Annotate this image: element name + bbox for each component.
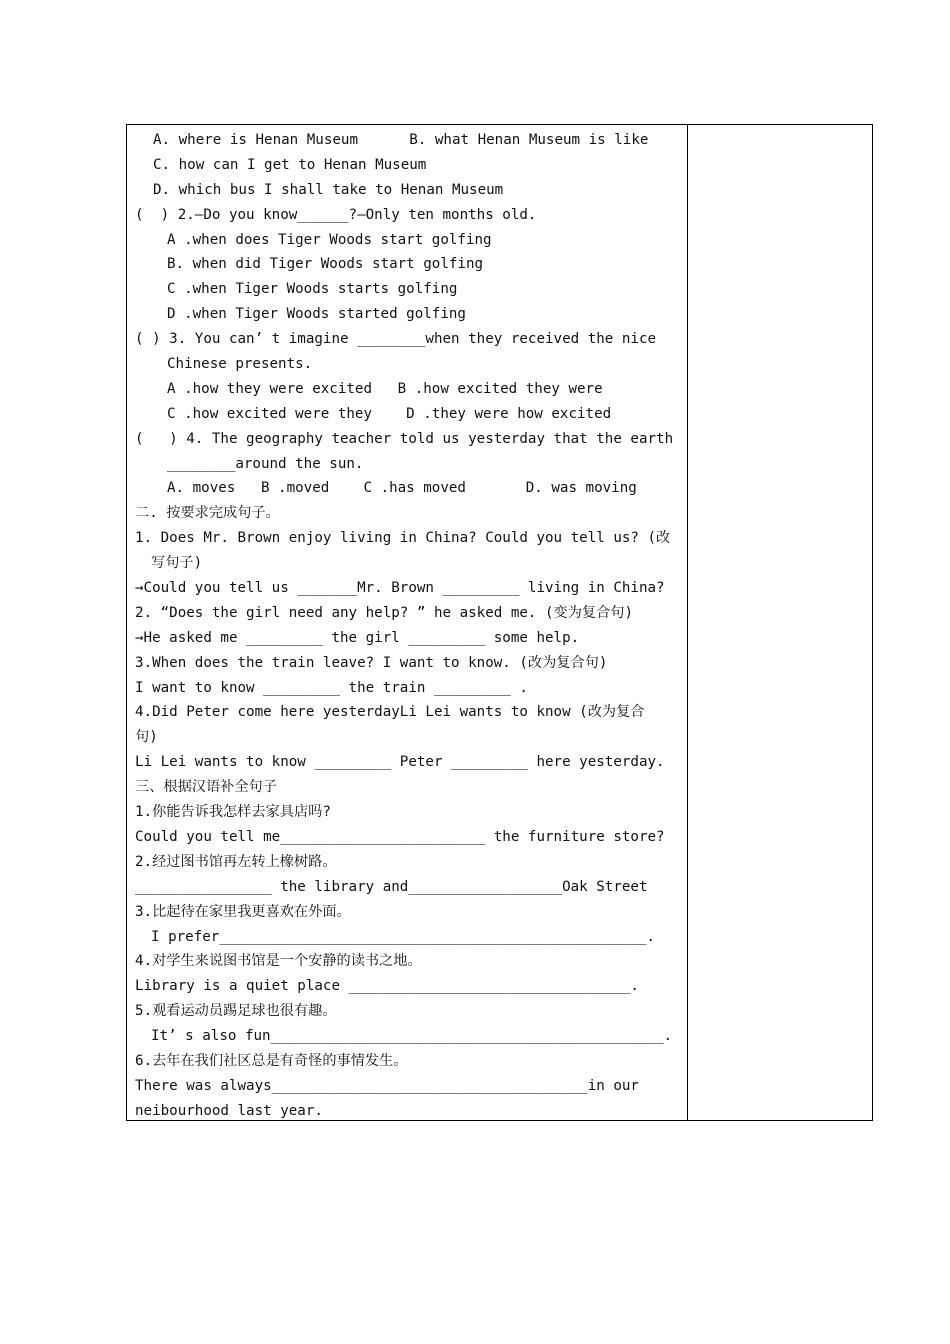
exercise-line: Library is a quiet place _________________________________.	[135, 978, 639, 995]
exercise-line: D .when Tiger Woods started golfing	[167, 306, 466, 323]
exercise-line: A .when does Tiger Woods start golfing	[167, 231, 492, 248]
exercise-line: Could you tell me________________________ the furniture store?	[135, 828, 665, 845]
exercise-line: A. moves B .moved C .has moved D. was moving	[167, 480, 637, 497]
exercise-line: 4.Did Peter come here yesterdayLi Lei wants to know (改为复合	[135, 704, 645, 721]
exercise-line: I prefer__________________________________________________.	[151, 928, 655, 945]
exercise-line: C. how can I get to Henan Museum	[153, 156, 427, 173]
exercise-line: 3.When does the train leave? I want to know. (改为复合句)	[135, 654, 608, 671]
exercise-column	[135, 128, 680, 1124]
exercise-line: 6.去年在我们社区总是有奇怪的事情发生。	[135, 1052, 408, 1069]
exercise-line: It’ s also fun______________________________________________.	[151, 1028, 673, 1045]
exercise-line: →Could you tell us _______Mr. Brown _________ living in China?	[135, 580, 665, 597]
exercise-line: ( ) 4. The geography teacher told us yesterday that the earth	[135, 430, 674, 447]
exercise-line: ( ) 3. You can’ t imagine ________when they received the nice	[135, 331, 657, 348]
exercise-line: D. which bus I shall take to Henan Museum	[153, 181, 504, 198]
worksheet-table	[126, 124, 873, 1121]
exercise-line: ________around the sun.	[167, 455, 364, 472]
exercise-line: 2. “Does the girl need any help? ” he asked me. (变为复合句)	[135, 604, 634, 621]
exercise-line: 句)	[135, 729, 158, 746]
exercise-line: Chinese presents.	[167, 356, 313, 373]
exercise-line: 4.对学生来说图书馆是一个安静的读书之地。	[135, 953, 422, 970]
exercise-line: 二. 按要求完成句子。	[135, 505, 280, 522]
exercise-line: 三、根据汉语补全句子	[135, 779, 277, 796]
exercise-line: A .how they were excited B .how excited they were	[167, 380, 603, 397]
exercise-line: ________________ the library and__________________Oak Street	[135, 878, 648, 895]
exercise-line: ( ) 2.—Do you know______?—Only ten months old.	[135, 206, 537, 223]
exercise-line: Li Lei wants to know _________ Peter _________ here yesterday.	[135, 754, 665, 771]
exercise-line: I want to know _________ the train _________ .	[135, 679, 528, 696]
exercise-line: →He asked me _________ the girl _________ some help.	[135, 629, 580, 646]
exercise-line: There was always_____________________________________in our	[135, 1077, 639, 1094]
exercise-line: 写句子)	[151, 555, 203, 572]
exercise-line: A. where is Henan Museum B. what Henan Museum is like	[153, 132, 649, 148]
exercise-line: 1. Does Mr. Brown enjoy living in China? Could you tell us? (改	[135, 530, 671, 547]
exercise-line: 1.你能告诉我怎样去家具店吗?	[135, 804, 331, 821]
exercise-line: 5.观看运动员踢足球也很有趣。	[135, 1003, 337, 1020]
exercise-line: 2.经过图书馆再左转上橡树路。	[135, 853, 337, 870]
exercise-line: neibourhood last year.	[135, 1102, 323, 1119]
exercise-line: B. when did Tiger Woods start golfing	[167, 256, 484, 273]
exercise-line: C .when Tiger Woods starts golfing	[167, 281, 458, 298]
exercise-line: 3.比起待在家里我更喜欢在外面。	[135, 903, 351, 920]
notes-column	[688, 125, 872, 1120]
exercise-line: C .how excited were they D .they were how excited	[167, 405, 612, 422]
